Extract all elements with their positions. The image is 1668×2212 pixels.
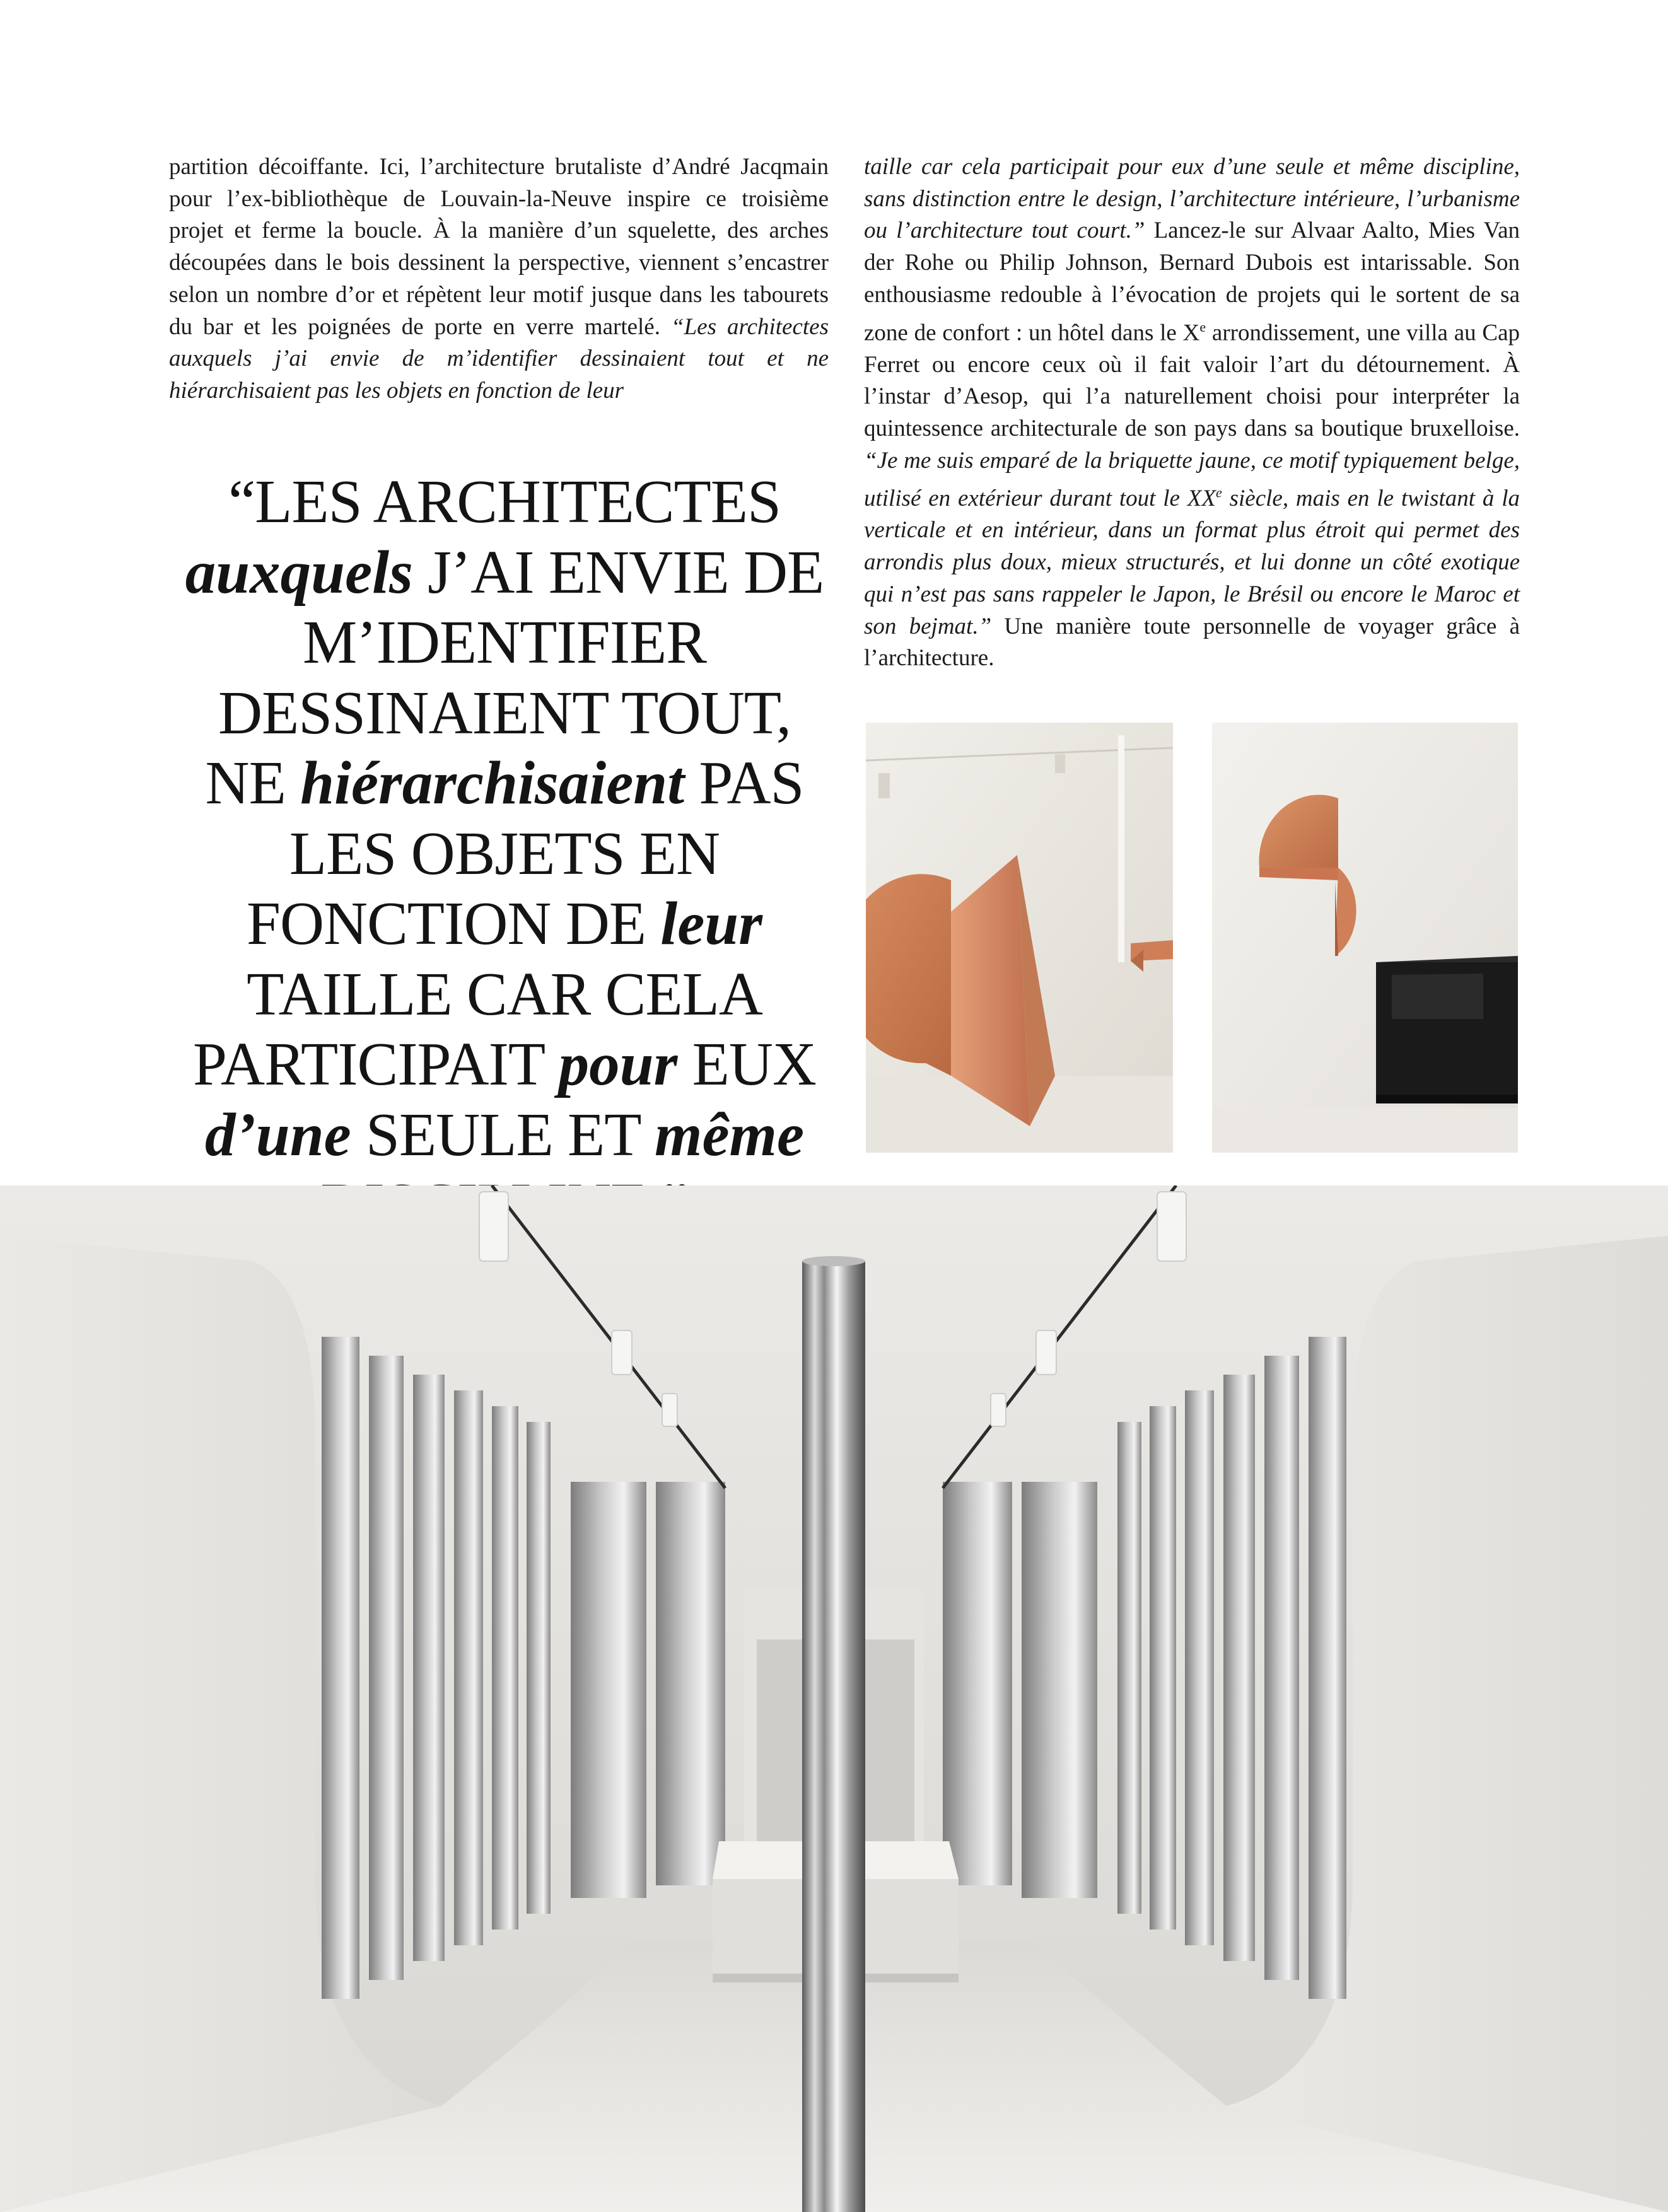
pull-quote-line <box>158 1029 851 1100</box>
pull-quote-line <box>158 959 851 1030</box>
photo-boutique-interior <box>0 1185 1668 2212</box>
pull-quote-text: TAILLE CAR CELA <box>247 960 762 1028</box>
pull-quote-text: FONCTION DE <box>247 890 646 957</box>
paragraph-text: Lancez-le sur Alvaar Aalto, Mies Van der Rohe ou Philip Johnson, Bernard Dubois est intarissable. Son enthousiasme redouble à l’évocation de projets qui le sortent de sa zone de confort : un hôtel dans le X <box>864 218 1520 346</box>
pull-quote-line <box>158 537 851 608</box>
article-left-column <box>169 151 829 407</box>
pull-quote <box>158 467 851 1240</box>
article-paragraph <box>864 151 1520 675</box>
paragraph-text: Une manière toute personnelle de voyager grâce à l’architecture. <box>864 613 1520 672</box>
pull-quote-line <box>158 818 851 889</box>
photo-copper-shelf-black-chair <box>1212 723 1518 1153</box>
pull-quote-text: PAS <box>699 749 804 817</box>
paragraph-text: arrondissement, une villa au Cap Ferret ou encore ceux où il fait valoir l’art du détournement. À l’instar d’Aesop, qui l’a naturellement choisi pour interpréter la quintessence architecturale de son pays dans sa boutique bruxelloise. <box>864 319 1520 441</box>
pull-quote-line <box>158 467 851 537</box>
article-right-column <box>864 151 1520 675</box>
pull-quote-text: DESSINAIENT TOUT, <box>218 678 791 747</box>
pull-quote-text: J’AI ENVIE DE <box>428 538 824 606</box>
pull-quote-line <box>158 888 851 959</box>
pull-quote-emphasis: auxquels <box>185 538 413 606</box>
pull-quote-text: M’IDENTIFIER <box>303 608 706 676</box>
pull-quote-line <box>158 1100 851 1170</box>
photo-copper-sculpture <box>866 723 1173 1153</box>
pull-quote-text: “LES ARCHITECTES <box>228 468 781 535</box>
italic-quote: taille car cela participait pour eux d’une seule et même discipline, sans distinction entre le design, l’architecture intérieure, l’urbanisme ou l’architecture tout court.” <box>864 154 1520 244</box>
pull-quote-emphasis: d’une <box>204 1100 351 1168</box>
article-paragraph <box>169 151 829 407</box>
pull-quote-emphasis: hiérarchisaient <box>300 749 685 817</box>
superscript: e <box>1199 318 1206 335</box>
quote-text: siècle, mais en le twistant à la verticale et en intérieur, dans un format plus étroit qui permet des arrondis plus doux, mieux structurés, et lui donne un côté exotique qui n’est pas sans rappeler le Japon, le Brésil ou encore le Maroc et son bejmat.” <box>864 485 1520 639</box>
pull-quote-line <box>158 748 851 818</box>
pull-quote-text: NE <box>205 749 286 817</box>
pull-quote-text: EUX <box>692 1030 816 1098</box>
pull-quote-text: PARTICIPAIT <box>193 1030 544 1098</box>
paragraph-text: partition décoiffante. Ici, l’architecture brutaliste d’André Jacqmain pour l’ex-bibliothèque de Louvain-la-Neuve inspire ce troisième projet et ferme la boucle. À la manière d’un squelette, des arches découpées dans le bois dessinent la perspective, viennent s’encastrer selon un nombre d’or et répètent leur motif jusque dans les tabourets du bar et les poignées de porte en verre martelé. <box>169 154 829 340</box>
pull-quote-line <box>158 678 851 748</box>
pull-quote-emphasis: pour <box>558 1030 678 1098</box>
italic-quote <box>864 448 1520 639</box>
pull-quote-text: SEULE ET <box>365 1100 640 1168</box>
pull-quote-text: LES OBJETS EN <box>289 819 720 887</box>
quote-text: “Je me suis emparé de la briquette jaune, ce motif typiquement belge, utilisé en extérieur durant tout le XX <box>864 447 1520 511</box>
superscript: e <box>1216 484 1222 501</box>
pull-quote-emphasis: même <box>655 1100 805 1168</box>
italic-quote: “Les architectes auxquels j’ai envie de m’identifier dessinaient tout et ne hiérarchisaient pas les objets en fonction de leur <box>169 313 829 404</box>
pull-quote-line <box>158 607 851 678</box>
pull-quote-emphasis: leur <box>660 890 762 957</box>
